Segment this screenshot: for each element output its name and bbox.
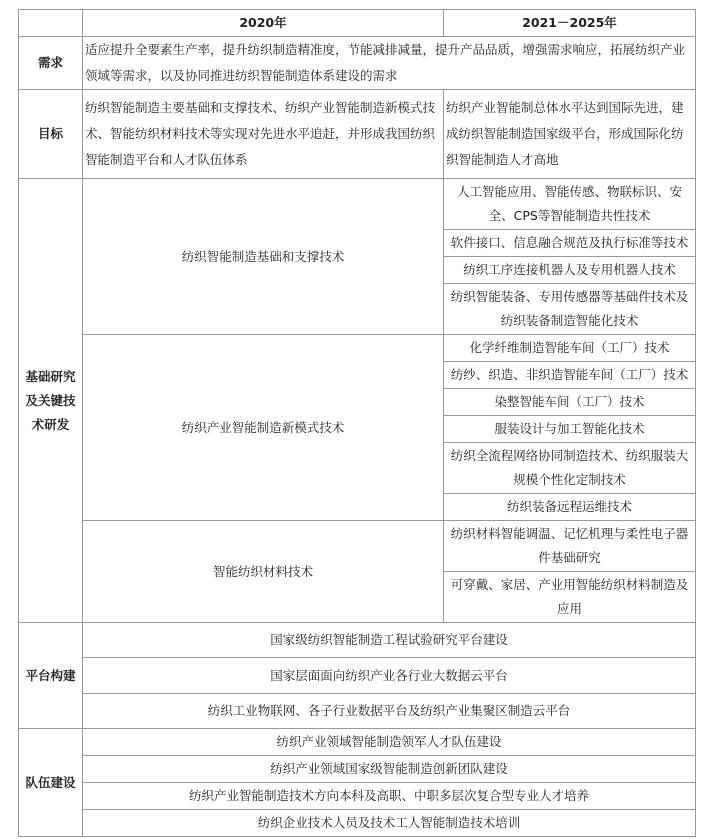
roadmap-table — [18, 9, 696, 837]
platform-row — [19, 623, 696, 658]
research-item: 软件接口、信息融合规范及执行标准等技术 — [444, 230, 696, 257]
research-group-material: 智能纺织材料技术 — [83, 521, 444, 623]
research-item: 纺织材料智能调温、记忆机理与柔性电子器件基础研究 — [444, 521, 696, 572]
research-item: 纺织智能装备、专用传感器等基础件技术及纺织装备制造智能化技术 — [444, 284, 696, 335]
research-item: 纺织全流程网络协同制造技术、纺织服装大规模个性化定制技术 — [444, 443, 696, 494]
platform-item: 国家层面面向纺织产业各行业大数据云平台 — [83, 658, 696, 694]
research-row — [19, 179, 696, 230]
research-item: 可穿戴、家居、产业用智能纺织材料制造及应用 — [444, 572, 696, 623]
goal-2025-text: 纺织产业智能制总体水平达到国际先进，建成纺织智能制造国家级平台，形成国际化纺织智能制造人才高地 — [444, 90, 696, 179]
research-row — [19, 521, 696, 572]
research-item: 纺织装备远程运维技术 — [444, 494, 696, 521]
platform-row — [19, 694, 696, 729]
platform-row — [19, 658, 696, 694]
team-row — [19, 756, 696, 783]
team-row — [19, 729, 696, 756]
goal-row — [19, 90, 696, 179]
demand-row — [19, 37, 696, 90]
header-row — [19, 10, 696, 37]
goal-2020-text: 纺织智能制造主要基础和支撑技术、纺织产业智能制造新模式技术、智能纺织材料技术等实现对先进水平追赶，并形成我国纺织智能制造平台和人才队伍体系 — [83, 90, 444, 179]
research-label: 基础研究及关键技术研发 — [19, 179, 83, 623]
header-corner-cell — [19, 10, 83, 37]
research-item: 化学纤维制造智能车间（工厂）技术 — [444, 335, 696, 362]
platform-label: 平台构建 — [19, 623, 83, 729]
research-group-new-mode: 纺织产业智能制造新模式技术 — [83, 335, 444, 521]
header-2020: 2020年 — [83, 10, 444, 37]
team-item: 纺织产业领域国家级智能制造创新团队建设 — [83, 756, 696, 783]
header-2021-2025: 2021－2025年 — [444, 10, 696, 37]
research-row — [19, 335, 696, 362]
research-item: 染整智能车间（工厂）技术 — [444, 389, 696, 416]
team-row — [19, 783, 696, 810]
research-item: 人工智能应用、智能传感、物联标识、安全、CPS等智能制造共性技术 — [444, 179, 696, 230]
research-item: 服装设计与加工智能化技术 — [444, 416, 696, 443]
team-row — [19, 810, 696, 837]
platform-item: 纺织工业物联网、各子行业数据平台及纺织产业集聚区制造云平台 — [83, 694, 696, 729]
team-item: 纺织产业领域智能制造领军人才队伍建设 — [83, 729, 696, 756]
research-item: 纺织工序连接机器人及专用机器人技术 — [444, 257, 696, 284]
research-group-basic: 纺织智能制造基础和支撑技术 — [83, 179, 444, 335]
team-item: 纺织产业智能制造技术方向本科及高职、中职多层次复合型专业人才培养 — [83, 783, 696, 810]
team-item: 纺织企业技术人员及技术工人智能制造技术培训 — [83, 810, 696, 837]
demand-label: 需求 — [19, 37, 83, 90]
team-label: 队伍建设 — [19, 729, 83, 837]
platform-item: 国家级纺织智能制造工程试验研究平台建设 — [83, 623, 696, 658]
demand-text: 适应提升全要素生产率，提升纺织制造精准度，节能减排减量，提升产品品质，增强需求响应，拓展纺织产业领域等需求，以及协同推进纺织智能制造体系建设的需求 — [83, 37, 696, 90]
goal-label: 目标 — [19, 90, 83, 179]
research-item: 纺纱、织造、非织造智能车间（工厂）技术 — [444, 362, 696, 389]
